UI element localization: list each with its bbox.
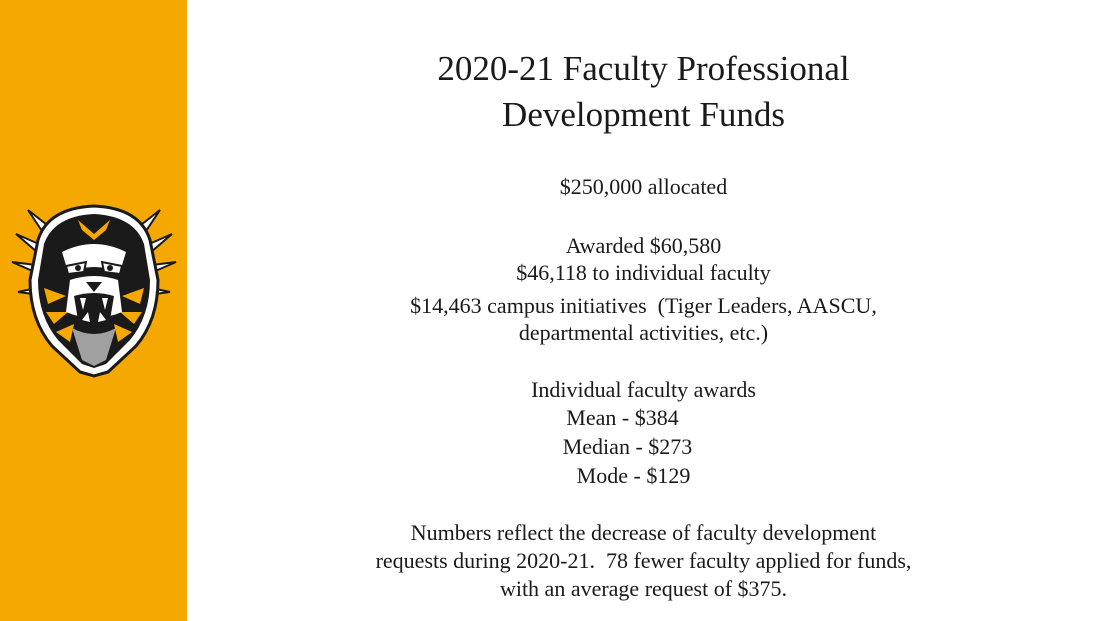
- allocated-amount: $250,000 allocated: [559, 174, 728, 199]
- note-line-1: Numbers reflect the decrease of faculty development: [410, 520, 877, 545]
- award-mean: Mean - $384: [566, 405, 679, 430]
- tiger-mascot-logo: [8, 200, 180, 378]
- campus-initiatives-line-1: $14,463 campus initiatives (Tiger Leaders, AASCU,: [410, 293, 877, 318]
- slide-title: [187, 46, 1100, 138]
- gold-sidebar: [0, 0, 187, 621]
- awards-heading: Individual faculty awards: [531, 377, 756, 402]
- note-line-3: with an average request of $375.: [499, 576, 788, 601]
- award-mode: Mode - $129: [576, 463, 691, 488]
- award-median: Median - $273: [562, 434, 693, 459]
- slide-content: [187, 0, 1100, 621]
- awarded-amount: Awarded $60,580: [565, 233, 722, 258]
- individual-faculty-amount: $46,118 to individual faculty: [516, 260, 771, 285]
- note-line-2: requests during 2020-21. 78 fewer faculty applied for funds,: [375, 548, 912, 573]
- title-line-1: 2020-21 Faculty Professional: [437, 49, 850, 88]
- campus-initiatives-line-2: departmental activities, etc.): [518, 320, 769, 345]
- title-line-2: Development Funds: [502, 95, 785, 134]
